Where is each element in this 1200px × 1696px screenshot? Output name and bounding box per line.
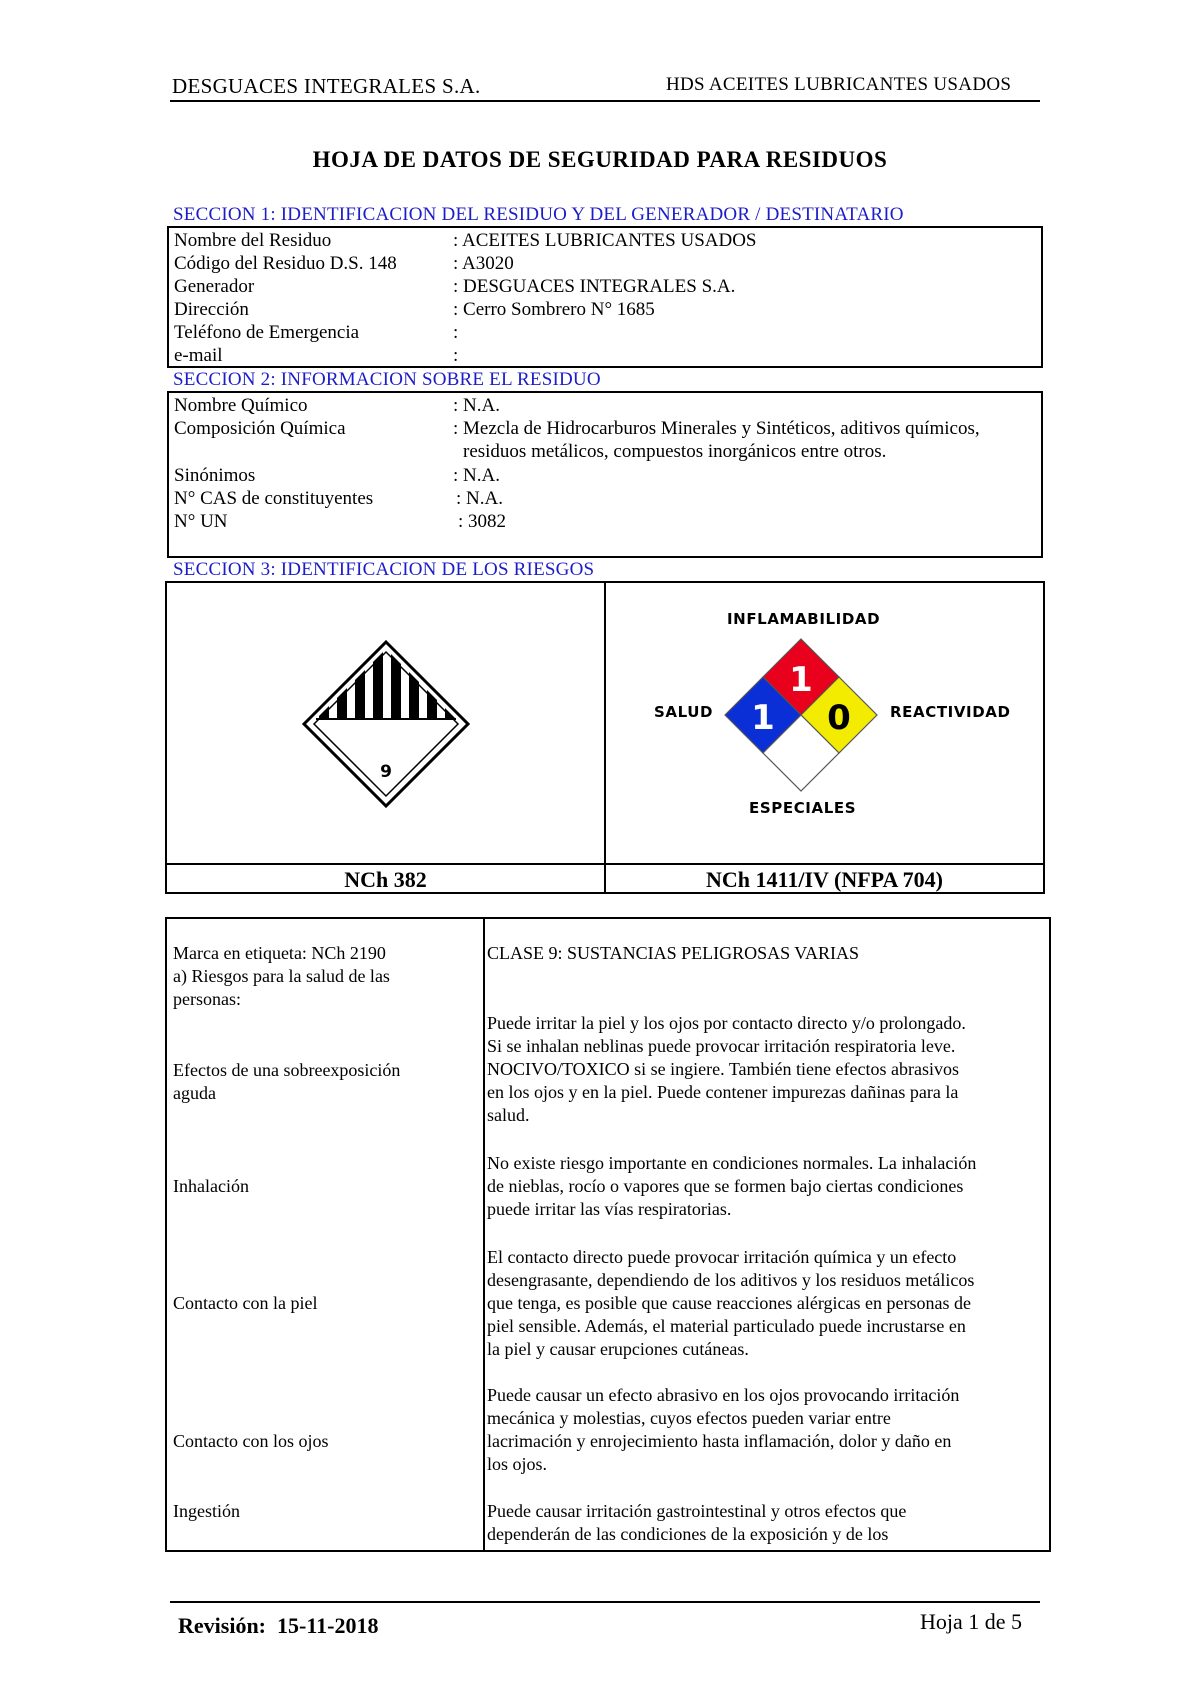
field-label: N° UN (174, 511, 228, 532)
hazard-text: desengrasante, dependiendo de los aditivos y los residuos metálicos (487, 1270, 975, 1290)
field-value: : ACEITES LUBRICANTES USADOS (453, 230, 757, 251)
field-value: : Mezcla de Hidrocarburos Minerales y Sintéticos, aditivos químicos, (453, 418, 980, 439)
field-value: : (453, 345, 459, 366)
hazard-text: en los ojos y en la piel. Puede contener impurezas dañinas para la (487, 1082, 959, 1102)
hazards-table (165, 917, 1051, 1552)
hazard-text: lacrimación y enrojecimiento hasta inflamación, dolor y daño en (487, 1431, 952, 1451)
field-label: Nombre Químico (174, 395, 308, 416)
hazard-label: Contacto con la piel (173, 1293, 318, 1313)
field-value-continued: residuos metálicos, compuestos inorgánicos entre otros. (463, 441, 887, 462)
hazard-text: Si se inhalan neblinas puede provocar irritación respiratoria leve. (487, 1036, 956, 1056)
field-label: e-mail (174, 345, 223, 366)
page-number: Hoja 1 de 5 (920, 1609, 1023, 1634)
hazard-text: de nieblas, rocío o vapores que se formen bajo ciertas condiciones (487, 1176, 964, 1196)
field-label: N° CAS de constituyentes (174, 488, 374, 509)
hazard-text: los ojos. (487, 1454, 548, 1474)
caption-nch-1411: NCh 1411/IV (NFPA 704) (706, 867, 943, 892)
nfpa-health-value: 1 (751, 698, 775, 738)
health-heading: a) Riesgos para la salud de las (173, 966, 390, 986)
hazard-text: NOCIVO/TOXICO si se ingiere. También tiene efectos abrasivos (487, 1059, 959, 1079)
header-doc-title: HDS ACEITES LUBRICANTES USADOS (666, 74, 1012, 95)
nfpa-label-health: SALUD (654, 703, 714, 721)
hazard-text: mecánica y molestias, cuyos efectos pueden variar entre (487, 1408, 891, 1428)
section1-heading: SECCION 1: IDENTIFICACION DEL RESIDUO Y DEL GENERADOR / DESTINATARIO (173, 204, 904, 225)
header-rule (170, 100, 1040, 102)
field-label: Teléfono de Emergencia (174, 322, 360, 343)
hazard-text: que tenga, es posible que cause reacciones alérgicas en personas de (487, 1293, 971, 1313)
section2-heading: SECCION 2: INFORMACION SOBRE EL RESIDUO (173, 369, 601, 390)
section1-box (167, 226, 1043, 368)
hazard-text: piel sensible. Además, el material particulado puede incrustarse en (487, 1316, 966, 1336)
caption-nch-382: NCh 382 (344, 867, 427, 892)
nfpa-reactivity-value: 0 (827, 698, 851, 738)
field-label: Composición Química (174, 418, 346, 439)
field-label: Nombre del Residuo (174, 230, 332, 251)
section2-box (167, 391, 1043, 558)
page-title: HOJA DE DATOS DE SEGURIDAD PARA RESIDUOS (312, 147, 888, 172)
nfpa-label-flammability: INFLAMABILIDAD (727, 610, 881, 628)
hazard-label: aguda (173, 1083, 216, 1103)
nfpa-diamond-icon (711, 635, 891, 797)
revision-date: 15-11-2018 (277, 1613, 379, 1638)
revision (178, 1613, 378, 1639)
revision-label: Revisión: (178, 1613, 266, 1638)
hazard-text: Puede causar un efecto abrasivo en los ojos provocando irritación (487, 1385, 960, 1405)
nfpa-label-special: ESPECIALES (749, 799, 857, 817)
section3-heading: SECCION 3: IDENTIFICACION DE LOS RIESGOS (173, 559, 595, 580)
hazard-text: El contacto directo puede provocar irritación química y un efecto (487, 1247, 957, 1267)
field-value: : N.A. (453, 395, 500, 416)
field-label: Código del Residuo D.S. 148 (174, 253, 397, 274)
column-divider (604, 583, 606, 892)
hazard-text: dependerán de las condiciones de la exposición y de los (487, 1524, 889, 1544)
health-heading-cont: personas: (173, 989, 241, 1009)
hazard-label: Inhalación (173, 1176, 249, 1196)
hazard-text: la piel y causar erupciones cutáneas. (487, 1339, 749, 1359)
field-value: : (453, 322, 459, 343)
class-9-placard-icon (301, 639, 471, 809)
hazard-text: salud. (487, 1105, 530, 1125)
hazard-text: Puede irritar la piel y los ojos por contacto directo y/o prolongado. (487, 1013, 966, 1033)
field-value: : DESGUACES INTEGRALES S.A. (453, 276, 736, 297)
hazard-text: Puede causar irritación gastrointestinal y otros efectos que (487, 1501, 907, 1521)
footer-rule (170, 1601, 1040, 1603)
field-value: : A3020 (453, 253, 514, 274)
field-value: : Cerro Sombrero N° 1685 (453, 299, 655, 320)
caption-divider (167, 863, 1043, 865)
nfpa-label-reactivity: REACTIVIDAD (890, 703, 1011, 721)
field-value: : N.A. (456, 488, 503, 509)
nfpa-flammability-value: 1 (789, 660, 813, 700)
header-company: DESGUACES INTEGRALES S.A. (172, 74, 481, 98)
hazard-label: Ingestión (173, 1501, 240, 1521)
label-mark: Marca en etiqueta: NCh 2190 (173, 943, 386, 963)
class-text: CLASE 9: SUSTANCIAS PELIGROSAS VARIAS (487, 943, 859, 963)
field-label: Dirección (174, 299, 249, 320)
field-value: : N.A. (453, 465, 500, 486)
field-value: : 3082 (458, 511, 507, 532)
field-label: Sinónimos (174, 465, 256, 486)
hazard-text: puede irritar las vías respiratorias. (487, 1199, 732, 1219)
hazard-text: No existe riesgo importante en condiciones normales. La inhalación (487, 1153, 977, 1173)
hazard-label: Efectos de una sobreexposición (173, 1060, 401, 1080)
hazard-label: Contacto con los ojos (173, 1431, 329, 1451)
class-number: 9 (380, 762, 392, 782)
section3-table (165, 581, 1045, 894)
field-label: Generador (174, 276, 255, 297)
hazards-column-divider (483, 919, 485, 1550)
